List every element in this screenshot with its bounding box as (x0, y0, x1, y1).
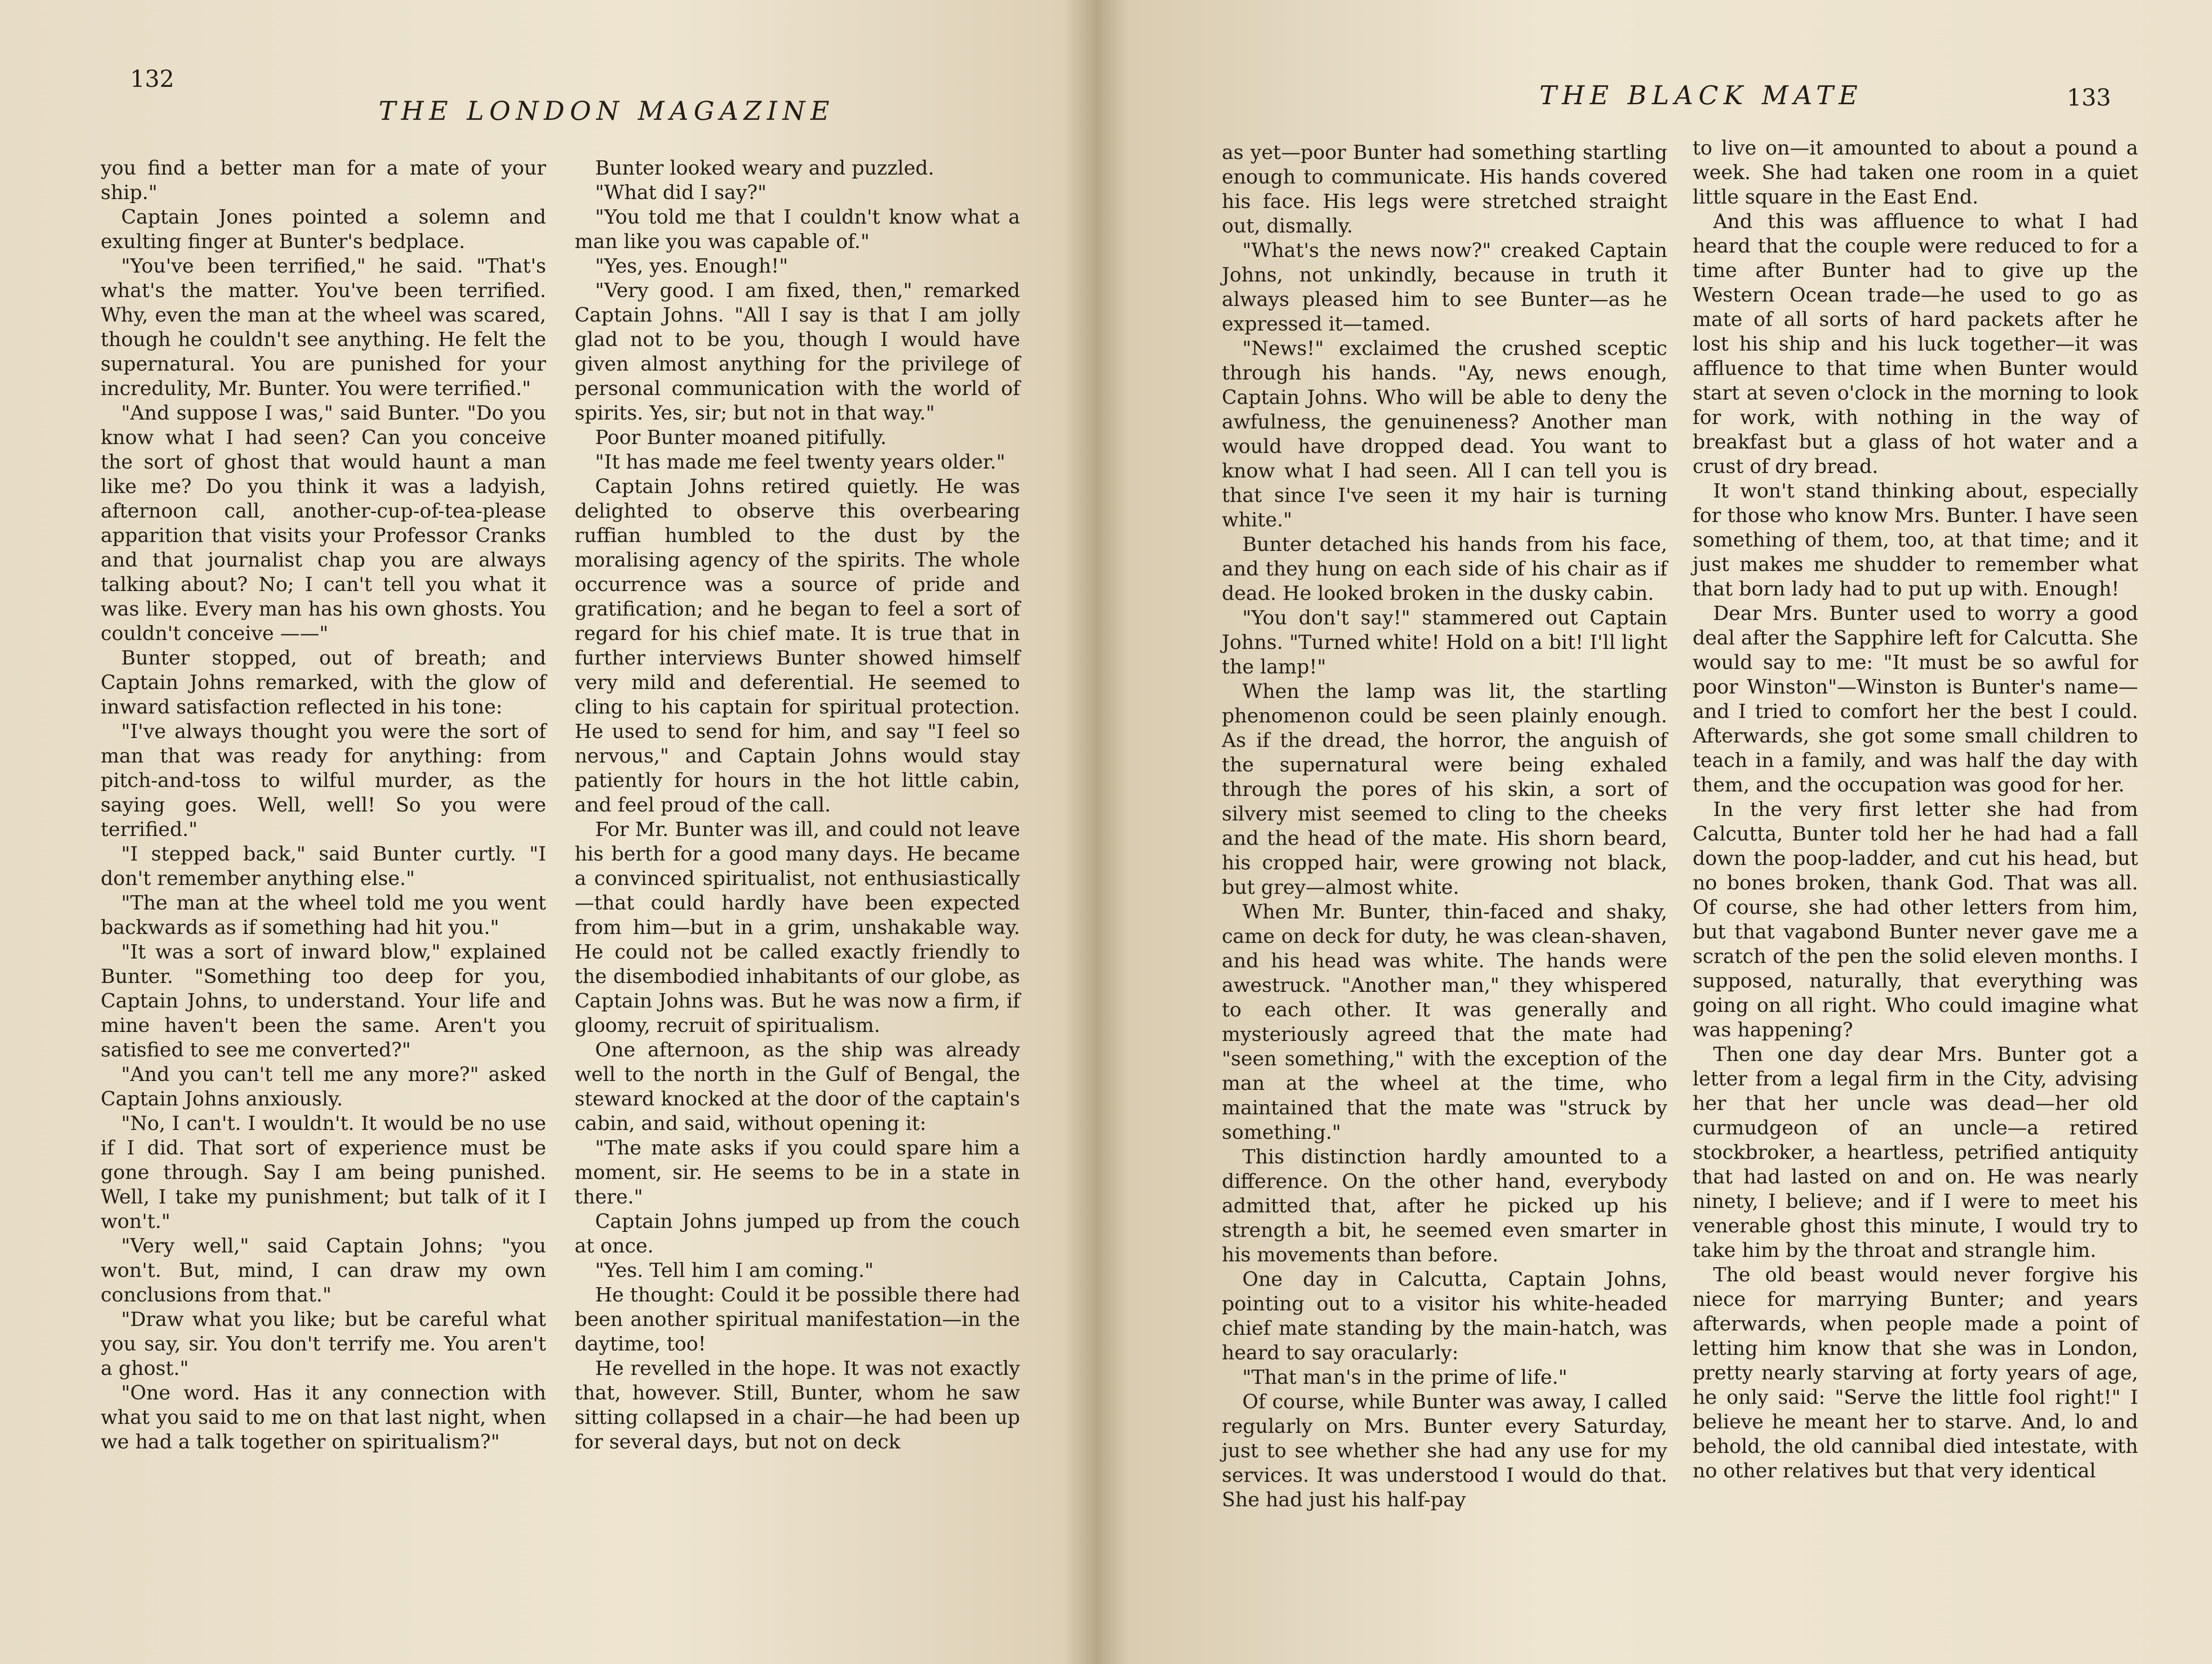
paragraph: Captain Johns retired quietly. He was delighted to observe this overbearing ruffian humbled to the dust by the moralising agency of the spirits. The whole occurrence was a source of pride and gratification; and he began to feel a sort of regard for his chief mate. It is true that in further interviews Bunter showed himself very mild and deferential. He seemed to cling to his captain for spiritual protection. He used to send for him, and say "I feel so nervous," and Captain Johns would stay patiently for hours in the hot little cabin, and feel proud of the call. (575, 475, 1020, 816)
paragraph: "You've been terrified," he said. "That's what's the matter. You've been terrified. Why, even the man at the wheel was scared, though he couldn't see anything. He felt the supernatural. You are punished for your incredulity, Mr. Bunter. You were terrified." (101, 255, 546, 400)
running-head: THE LONDON MAGAZINE (379, 96, 835, 126)
paragraph: "It was a sort of inward blow," explained Bunter. "Something too deep for you, Captain Johns, to understand. Your life and mine haven't been the same. Aren't you satisfied to see me converted?" (101, 941, 546, 1061)
paragraph: Captain Johns jumped up from the couch at once. (575, 1210, 1020, 1257)
paragraph: Bunter detached his hands from his face, and they hung on each side of his chair as if dead. He looked broken in the dusky cabin. (1222, 533, 1667, 605)
paragraph: The old beast would never forgive his niece for marrying Bunter; and years afterwards, when people made a point of letting him know that she was in London, pretty nearly starving at forty years of age, he only said: "Serve the little fool right!" I believe he meant her to starve. And, lo and behold, the old cannibal died intestate, with no other relatives but that very identical (1693, 1264, 2138, 1482)
paragraph: Dear Mrs. Bunter used to worry a good deal after the Sapphire left for Calcutta. She would say to me: "It must be so awful for poor Winston"—Winston is Bunter's name—and I tried to comfort her the best I could. Afterwards, she got some small children to teach in a family, and was half the day with them, and the occupation was good for her. (1693, 602, 2138, 796)
paragraph: "The man at the wheel told me you went backwards as if something had hit you." (101, 892, 546, 939)
paragraph: "It has made me feel twenty years older." (595, 451, 1005, 473)
paragraph: When Mr. Bunter, thin-faced and shaky, came on deck for duty, he was clean-shaven, and his head was white. The hands were awestruck. "Another man," they whispered to each other. It was generally and mysteriously agreed that the mate had "seen something," with the exception of the man at the wheel at the time, who maintained that the mate was "struck by something." (1222, 901, 1667, 1144)
paragraph: He revelled in the hope. It was not exactly that, however. Still, Bunter, whom he saw sitting collapsed in a chair—he had been up for several days, but not on deck (575, 1357, 1020, 1453)
page-number: 132 (130, 66, 175, 93)
paragraph: Poor Bunter moaned pitifully. (595, 426, 887, 449)
paragraph: This distinction hardly amounted to a difference. On the other hand, everybody admitted that, after he picked up his strength a bit, he seemed even smarter in his movements than before. (1222, 1146, 1667, 1266)
running-head: THE BLACK MATE (1539, 80, 1863, 110)
paragraph: "No, I can't. I wouldn't. It would be no use if I did. That sort of experience must be gone through. Say I am being punished. Well, I take my punishment; but talk of it I won't." (101, 1112, 546, 1233)
paragraph: "Yes. Tell him I am coming." (595, 1259, 874, 1282)
paragraph: "What's the news now?" creaked Captain Johns, not unkindly, because in truth it always pleased him to see Bunter—as he expressed it—tamed. (1222, 239, 1667, 335)
paragraph: "And you can't tell me any more?" asked Captain Johns anxiously. (101, 1063, 546, 1110)
paragraph: you find a better man for a mate of your ship." (101, 157, 546, 204)
paragraph: "Very well," said Captain Johns; "you won't. But, mind, I can draw my own conclusions from that." (101, 1235, 546, 1306)
paragraph: "Very good. I am fixed, then," remarked Captain Johns. "All I say is that I am jolly glad not to be you, though I would have given almost anything for the privilege of personal communication with the world of spirits. Yes, sir; but not in that way." (575, 279, 1020, 424)
paragraph: Of course, while Bunter was away, I called regularly on Mrs. Bunter every Saturday, just to see whether she had any use for my services. It was understood I would do that. She had just his half-pay (1222, 1391, 1667, 1511)
paragraph: And this was affluence to what I had heard that the couple were reduced to for a time after Bunter had to give up the Western Ocean trade—he used to go as mate of all sorts of hard packets after he lost his ship and his luck together—it was affluence to that time when Bunter would start at seven o'clock in the morning to look for work, with nothing in the way of breakfast but a glass of hot water and a crust of dry bread. (1693, 210, 2138, 478)
paragraph: It won't stand thinking about, especially for those who know Mrs. Bunter. I have seen something of them, too, at that time; and it just makes me shudder to remember what that born lady had to put up with. Enough! (1693, 480, 2138, 600)
paragraph: "I stepped back," said Bunter curtly. "I don't remember anything else." (101, 843, 546, 890)
paragraph: Bunter looked weary and puzzled. (595, 157, 935, 179)
paragraph: "That man's in the prime of life." (1242, 1366, 1567, 1389)
paragraph: "I've always thought you were the sort of man that was ready for anything: from pitch-and-toss to wilful murder, as the saying goes. Well, well! So you were terrified." (101, 720, 546, 841)
paragraph: When the lamp was lit, the startling phenomenon could be seen plainly enough. As if the dread, the horror, the anguish of the supernatural were being exhaled through the pores of his skin, a sort of silvery mist seemed to cling to the cheeks and the head of the mate. His shorn beard, his cropped hair, were growing not black, but grey—almost white. (1222, 680, 1667, 899)
paragraph: "News!" exclaimed the crushed sceptic through his hands. "Ay, news enough, Captain Johns. Who will be able to deny the awfulness, the genuineness? Another man would have dropped dead. You want to know what I had seen. All I can tell you is that since I've seen it my hair is turning white." (1222, 337, 1667, 531)
paragraph: "What did I say?" (595, 181, 767, 204)
column-2 (1693, 136, 2138, 1483)
paragraph: to live on—it amounted to about a pound a week. She had taken one room in a quiet little square in the East End. (1693, 137, 2138, 208)
column-1 (101, 156, 546, 1454)
paragraph: as yet—poor Bunter had something startling enough to communicate. His hands covered his face. His legs were stretched straight out, dismally. (1222, 141, 1667, 237)
paragraph: "Draw what you like; but be careful what you say, sir. You don't terrify me. You aren't a ghost." (101, 1308, 546, 1380)
column-2 (575, 156, 1020, 1454)
paragraph: "And suppose I was," said Bunter. "Do you know what I had seen? Can you conceive the sort of ghost that would haunt a man like me? Do you think it was a ladyish, afternoon call, another-cup-of-tea-please apparition that visits your Professor Cranks and that journalist chap you are always talking about? No; I can't tell you what it was like. Every man has his own ghosts. You couldn't conceive ——" (101, 402, 546, 645)
paragraph: Bunter stopped, out of breath; and Captain Johns remarked, with the glow of inward satisfaction reflected in his tone: (101, 647, 546, 718)
paragraph: "One word. Has it any connection with what you said to me on that last night, when we had a talk together on spiritualism?" (101, 1382, 546, 1453)
paragraph: One afternoon, as the ship was already well to the north in the Gulf of Bengal, the steward knocked at the door of the captain's cabin, and said, without opening it: (575, 1039, 1020, 1135)
paragraph: He thought: Could it be possible there had been another spiritual manifestation—in the daytime, too! (575, 1284, 1020, 1355)
paragraph: "The mate asks if you could spare him a moment, sir. He seems to be in a state in there." (575, 1137, 1020, 1208)
paragraph: "You don't say!" stammered out Captain Johns. "Turned white! Hold on a bit! I'll light the lamp!" (1222, 607, 1667, 678)
column-1 (1222, 140, 1667, 1512)
paragraph: In the very first letter she had from Calcutta, Bunter told her he had had a fall down the poop-ladder, and cut his head, but no bones broken, thank God. That was all. Of course, she had other letters from him, but that vagabond Bunter never gave me a scratch of the pen the solid eleven months. I supposed, naturally, that everything was going on all right. Who could imagine what was happening? (1693, 798, 2138, 1041)
right-page (1096, 0, 2212, 1664)
page-number: 133 (2067, 85, 2111, 111)
paragraph: For Mr. Bunter was ill, and could not leave his berth for a good many days. He became a convinced spiritualist, not enthusiastically—that could hardly have been expected from him—but in a grim, unshakable way. He could not be called exactly friendly to the disembodied inhabitants of our globe, as Captain Johns was. But he was now a firm, if gloomy, recruit of spiritualism. (575, 818, 1020, 1037)
paragraph: "You told me that I couldn't know what a man like you was capable of." (575, 206, 1020, 253)
paragraph: One day in Calcutta, Captain Johns, pointing out to a visitor his white-headed chief mate standing by the main-hatch, was heard to say oracularly: (1222, 1268, 1667, 1364)
left-page (0, 0, 1096, 1664)
paragraph: Then one day dear Mrs. Bunter got a letter from a legal firm in the City, advising her that her uncle was dead—her old curmudgeon of an uncle—a retired stockbroker, a heartless, petrified antiquity that had lasted on and on. He was nearly ninety, I believe; and if I were to meet his venerable ghost this minute, I would try to take him by the throat and strangle him. (1693, 1043, 2138, 1262)
paragraph: "Yes, yes. Enough!" (595, 255, 788, 277)
paragraph: Captain Jones pointed a solemn and exulting finger at Bunter's bedplace. (101, 206, 546, 253)
